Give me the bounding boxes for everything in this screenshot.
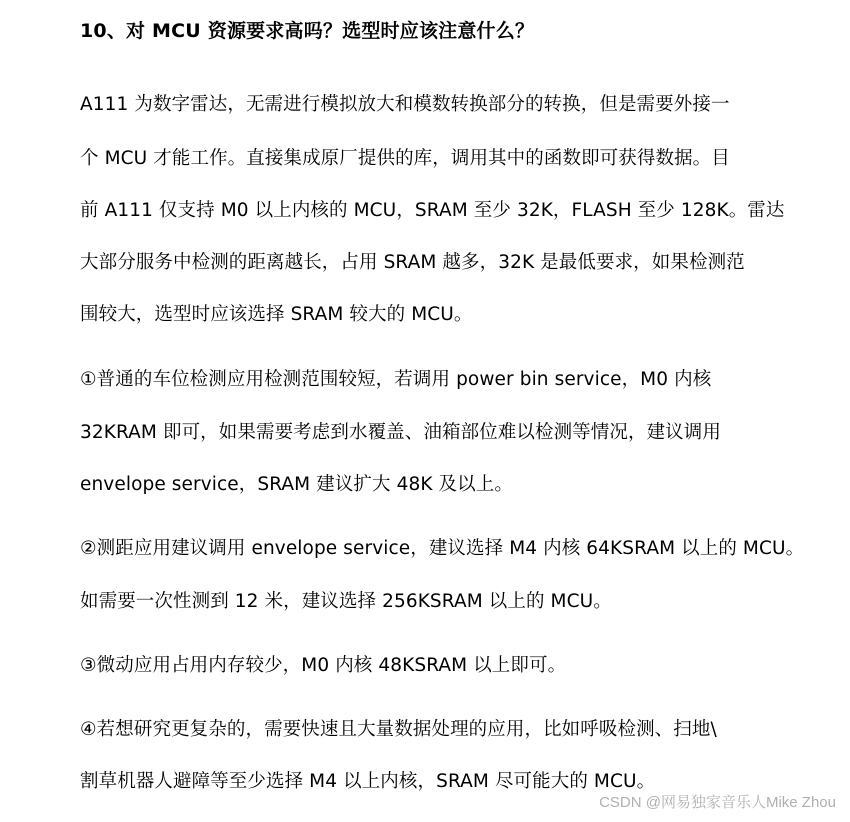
text-line: 大部分服务中检测的距离越长，占用 SRAM 越多，32K 是最低要求，如果检测范 [80, 252, 745, 273]
text-line: 32KRAM 即可，如果需要考虑到水覆盖、油箱部位难以检测等情况，建议调用 [80, 422, 721, 443]
text-line: 个 MCU 才能工作。直接集成原厂提供的库，调用其中的函数即可获得数据。目 [80, 148, 730, 169]
text-line: ②测距应用建议调用 envelope service，建议选择 M4 内核 64KSRAM 以上的 MCU。 [80, 538, 805, 559]
watermark: CSDN @网易独家音乐人Mike Zhou [599, 794, 836, 811]
section-title: 10、对 MCU 资源要求高吗？选型时应该注意什么？ [80, 20, 535, 42]
text-line: ①普通的车位检测应用检测范围较短，若调用 power bin service，M0 内核 [80, 369, 712, 390]
text-line: 前 A111 仅支持 M0 以上内核的 MCU，SRAM 至少 32K，FLASH 至少 128K。雷达 [80, 200, 785, 221]
text-line: envelope service，SRAM 建议扩大 48K 及以上。 [80, 474, 513, 495]
text-line: A111 为数字雷达，无需进行模拟放大和模数转换部分的转换，但是需要外接一 [80, 94, 730, 115]
text-line: ④若想研究更复杂的，需要快速且大量数据处理的应用，比如呼吸检测、扫地\ [80, 719, 717, 740]
text-line: 如需要一次性测到 12 米，建议选择 256KSRAM 以上的 MCU。 [80, 591, 612, 612]
text-line: ③微动应用占用内存较少，M0 内核 48KSRAM 以上即可。 [80, 655, 567, 676]
text-line: 割草机器人避障等至少选择 M4 以上内核，SRAM 尽可能大的 MCU。 [80, 771, 656, 792]
text-line: 围较大，选型时应该选择 SRAM 较大的 MCU。 [80, 304, 473, 325]
